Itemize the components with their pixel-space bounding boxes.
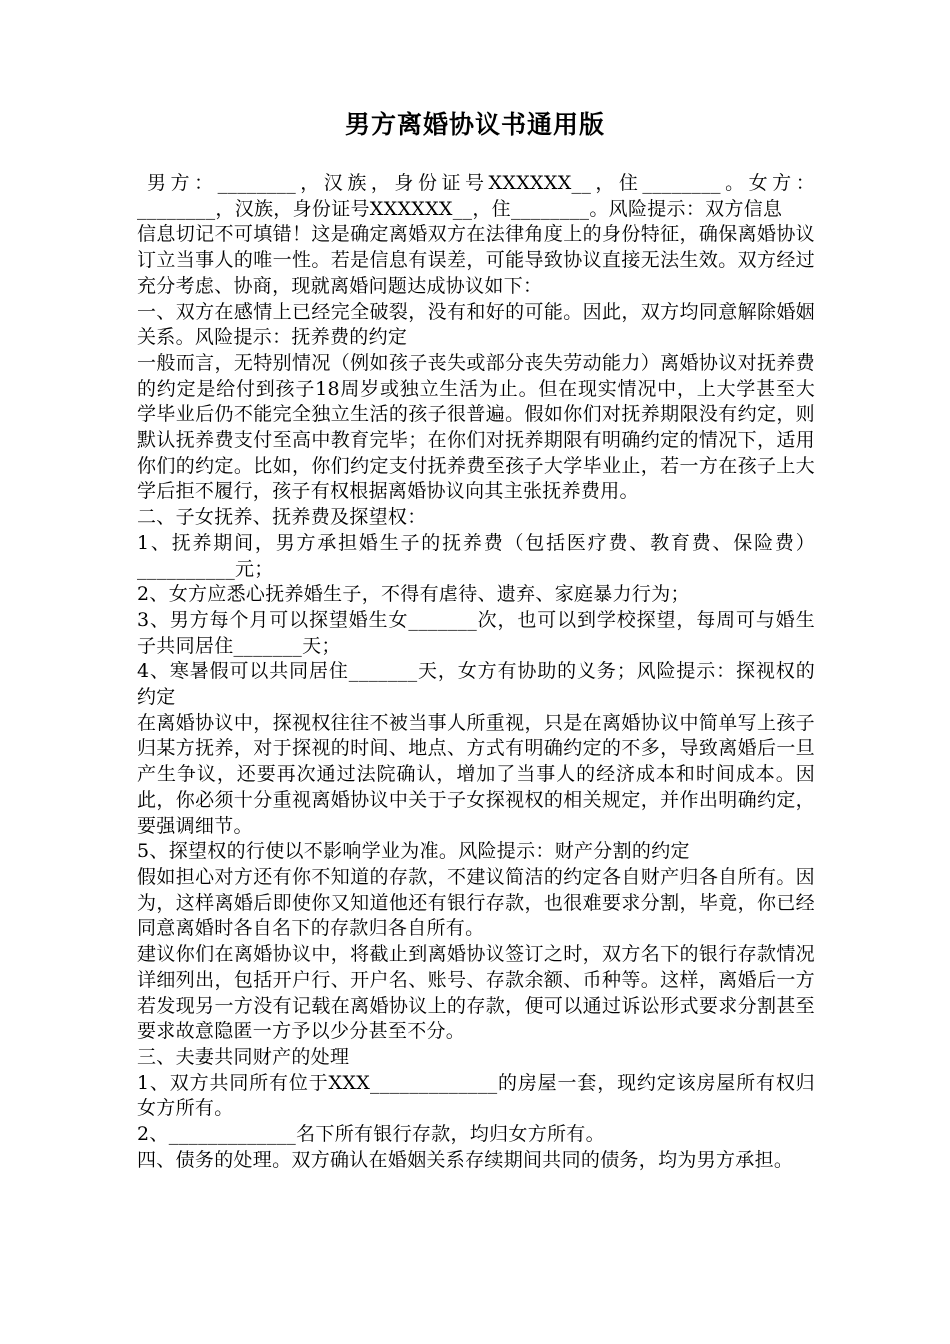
paragraph-clause-1: 一、双方在感情上已经完全破裂，没有和好的可能。因此，双方均同意解除婚姻关系。风险提示：抚养费的约定: [137, 300, 815, 349]
paragraph-clause-3-item-1: 1、双方共同所有位于XXX_____________的房屋一套，现约定该房屋所有权归女方所有。: [137, 1071, 815, 1120]
paragraph-property-note-1: 假如担心对方还有你不知道的存款，不建议简洁的约定各自财产归各自所有。因为，这样离婚后即使你又知道他还有银行存款，也很难要求分割，毕竟，你已经同意离婚时各自名下的存款归各自所有。: [137, 865, 815, 940]
paragraph-info-warning: 信息切记不可填错！这是确定离婚双方在法律角度上的身份特征，确保离婚协议订立当事人的唯一性。若是信息有误差，可能导致协议直接无法生效。双方经过充分考虑、协商，现就离婚问题达成协议如下：: [137, 223, 815, 297]
paragraph-visitation-note: 在离婚协议中，探视权往往不被当事人所重视，只是在离婚协议中简单写上孩子归某方抚养，对于探视的时间、地点、方式有明确约定的不多，导致离婚后一旦产生争议，还要再次通过法院确认，增加了当事人的经济成本和时间成本。因此，你必须十分重视离婚协议中关于子女探视权的相关规定，并作出明确约定，要强调细节。: [137, 711, 815, 837]
document-title: 男方离婚协议书通用版: [344, 110, 605, 139]
paragraph-clause-2-item-1: 1、抚养期间，男方承担婚生子的抚养费（包括医疗费、教育费、保险费）__________元；: [137, 531, 815, 580]
paragraph-clause-4: 四、债务的处理。双方确认在婚姻关系存续期间共同的债务，均为男方承担。: [137, 1148, 794, 1171]
paragraph-clause-2-item-3: 3、男方每个月可以探望婚生女_______次，也可以到学校探望，每周可与婚生子共同居住_______天；: [137, 608, 815, 657]
paragraph-clause-2-item-4: 4、寒暑假可以共同居住_______天，女方有协助的义务；风险提示：探视权的约定: [137, 660, 815, 709]
paragraph-clause-3-heading: 三、夫妻共同财产的处理: [137, 1045, 350, 1068]
paragraph-property-note-2: 建议你们在离婚协议中，将截止到离婚协议签订之时，双方名下的银行存款情况详细列出，包括开户行、开户名、账号、存款余额、币种等。这样，离婚后一方若发现另一方没有记载在离婚协议上的存款，便可以通过诉讼形式要求分割甚至要求故意隐匿一方予以少分甚至不分。: [137, 943, 815, 1043]
document-body: [137, 171, 815, 1173]
paragraph-clause-2-heading: 二、子女抚养、抚养费及探望权：: [137, 506, 427, 529]
paragraph-clause-3-item-2: 2、_____________名下所有银行存款，均归女方所有。: [137, 1123, 605, 1146]
paragraph-clause-2-item-5: 5、探望权的行使以不影响学业为准。风险提示：财产分割的约定: [137, 840, 690, 863]
paragraph-support-note: 一般而言，无特别情况（例如孩子丧失或部分丧失劳动能力）离婚协议对抚养费的约定是给付到孩子18周岁或独立生活为止。但在现实情况中，上大学甚至大学毕业后仍不能完全独立生活的孩子很普遍。假如你们对抚养期限没有约定，则默认抚养费支付至高中教育完毕；在你们对抚养期限有明确约定的情况下，适用你们的约定。比如，你们约定支付抚养费至孩子大学毕业止，若一方在孩子上大学后拒不履行，孩子有权根据离婚协议向其主张抚养费用。: [137, 351, 815, 503]
paragraph-parties: 男方：________，汉族，身份证号XXXXXX__，住________。女方：________，汉族，身份证号XXXXXX__，住________。风险提示：双方信息: [137, 172, 815, 220]
paragraph-clause-2-item-2: 2、女方应悉心抚养婚生子，不得有虐待、遗弃、家庭暴力行为；: [137, 583, 690, 606]
